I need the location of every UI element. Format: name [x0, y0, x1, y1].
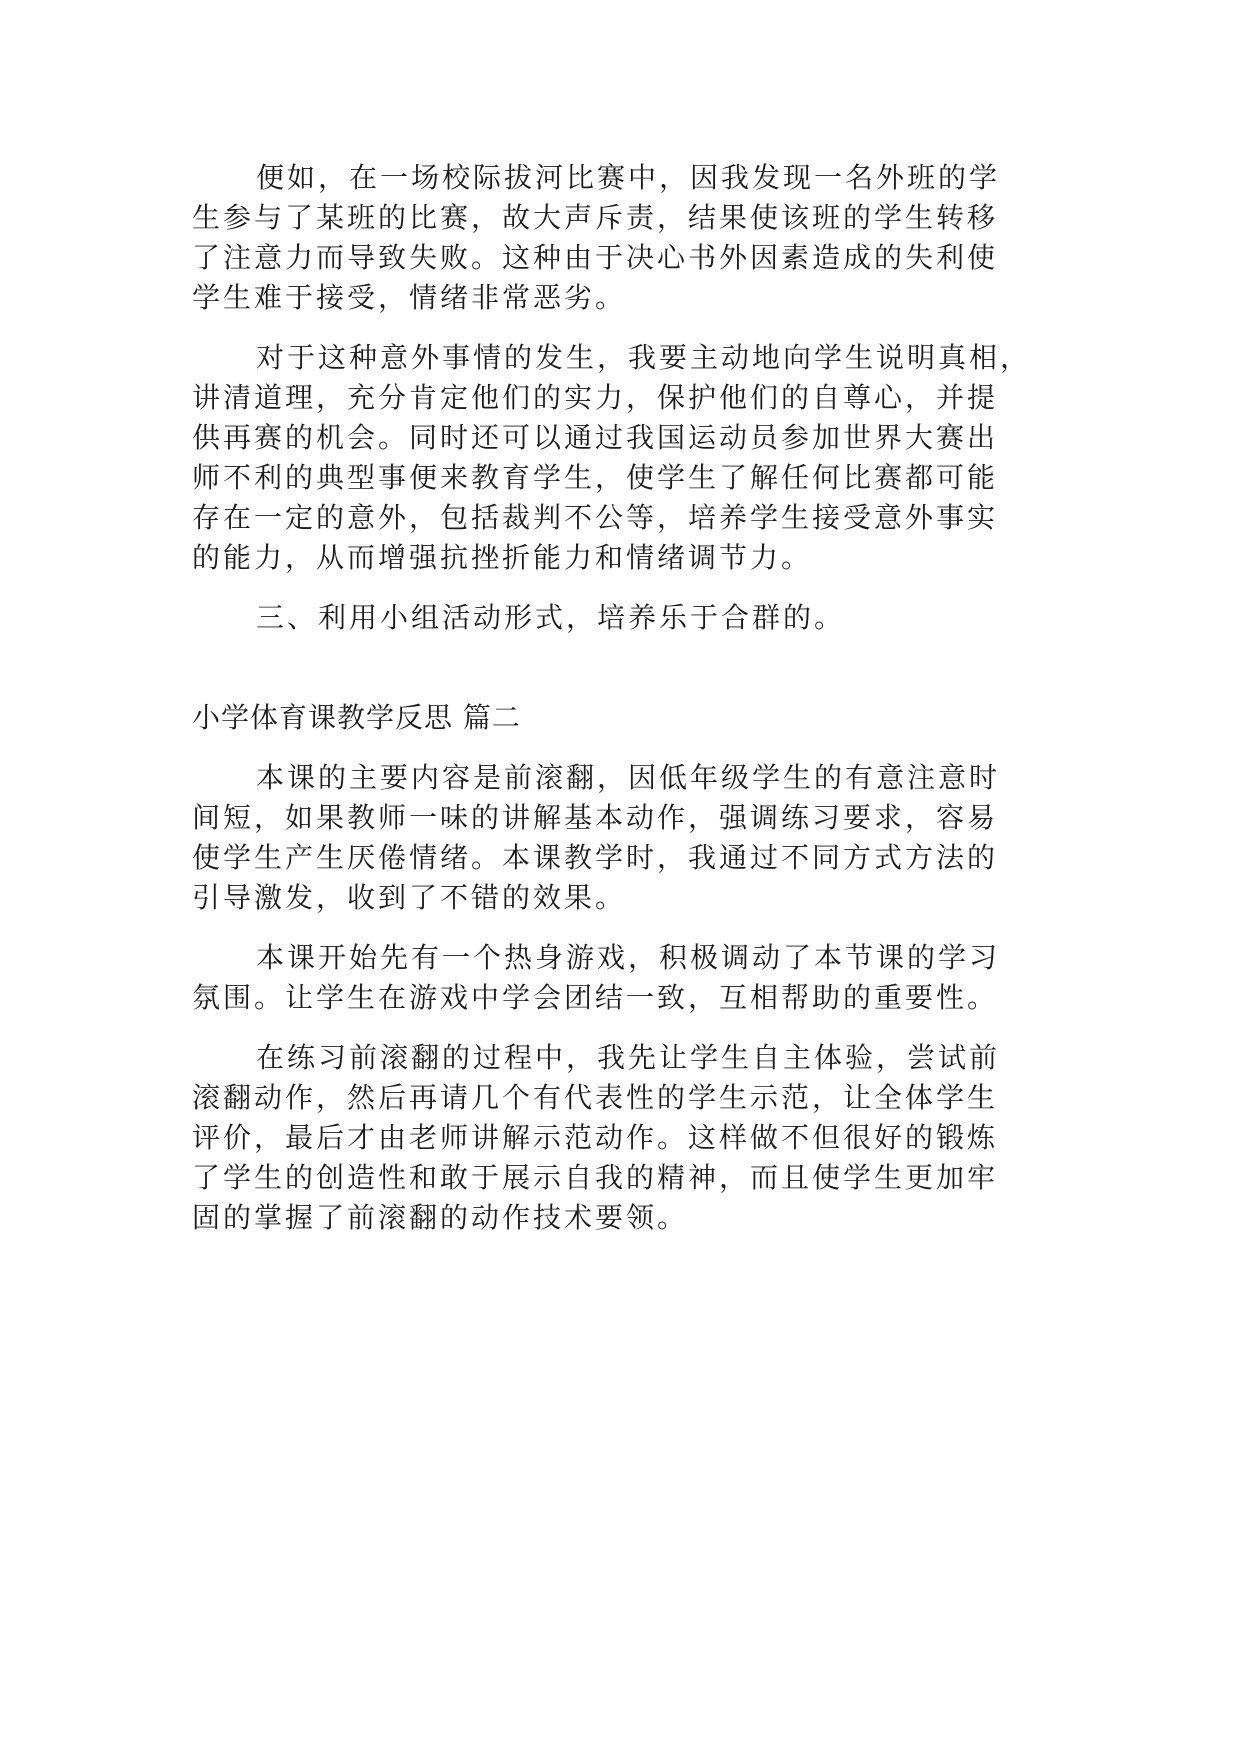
paragraph-practice-process: [192, 1038, 1052, 1238]
text-line: 的能力，从而增强抗挫折能力和情绪调节力。: [192, 541, 813, 574]
paragraph-group-activities: [192, 598, 1052, 638]
paragraph-handling-accidents: [192, 338, 1052, 578]
section-heading-block: [192, 698, 1052, 738]
text-line: 师不利的典型事便来教育学生，使学生了解任何比赛都可能: [192, 461, 999, 494]
text-line: 间短，如果教师一味的讲解基本动作，强调练习要求，容易: [192, 801, 999, 834]
text-line: 滚翻动作，然后再请几个有代表性的学生示范，让全体学生: [192, 1081, 999, 1114]
document-body: [192, 158, 1052, 1258]
text-line: 讲清道理，充分肯定他们的实力，保护他们的自尊心，并提: [192, 381, 999, 414]
text-line: 便如，在一场校际拔河比赛中，因我发现一名外班的学: [256, 161, 1001, 194]
paragraph-tug-of-war-incident: [192, 158, 1052, 318]
text-line: 使学生产生厌倦情绪。本课教学时，我通过不同方式方法的: [192, 841, 999, 874]
text-line: 在练习前滚翻的过程中，我先让学生自主体验，尝试前: [256, 1041, 1001, 1074]
text-line: 引导激发，收到了不错的效果。: [192, 881, 627, 914]
text-line: 三、利用小组活动形式，培养乐于合群的。: [256, 601, 846, 634]
text-line: 对于这种意外事情的发生，我要主动地向学生说明真相，: [256, 341, 1032, 374]
text-line: 固的掌握了前滚翻的动作技术要领。: [192, 1201, 689, 1234]
text-line: 本课的主要内容是前滚翻，因低年级学生的有意注意时: [256, 761, 1001, 794]
paragraph-warmup-game: [192, 938, 1052, 1018]
text-line: 本课开始先有一个热身游戏，积极调动了本节课的学习: [256, 941, 1001, 974]
text-line: 生参与了某班的比赛，故大声斥责，结果使该班的学生转移: [192, 201, 999, 234]
text-line: 了注意力而导致失败。这种由于决心书外因素造成的失利使: [192, 241, 999, 274]
section-heading: 小学体育课教学反思 篇二: [192, 701, 521, 734]
paragraph-forward-roll-intro: [192, 758, 1052, 918]
text-line: 氛围。让学生在游戏中学会团结一致，互相帮助的重要性。: [192, 981, 999, 1014]
text-line: 存在一定的意外，包括裁判不公等，培养学生接受意外事实: [192, 501, 999, 534]
text-line: 供再赛的机会。同时还可以通过我国运动员参加世界大赛出: [192, 421, 999, 454]
text-line: 学生难于接受，情绪非常恶劣。: [192, 281, 627, 314]
text-line: 评价，最后才由老师讲解示范动作。这样做不但很好的锻炼: [192, 1121, 999, 1154]
text-line: 了学生的创造性和敢于展示自我的精神，而且使学生更加牢: [192, 1161, 999, 1194]
